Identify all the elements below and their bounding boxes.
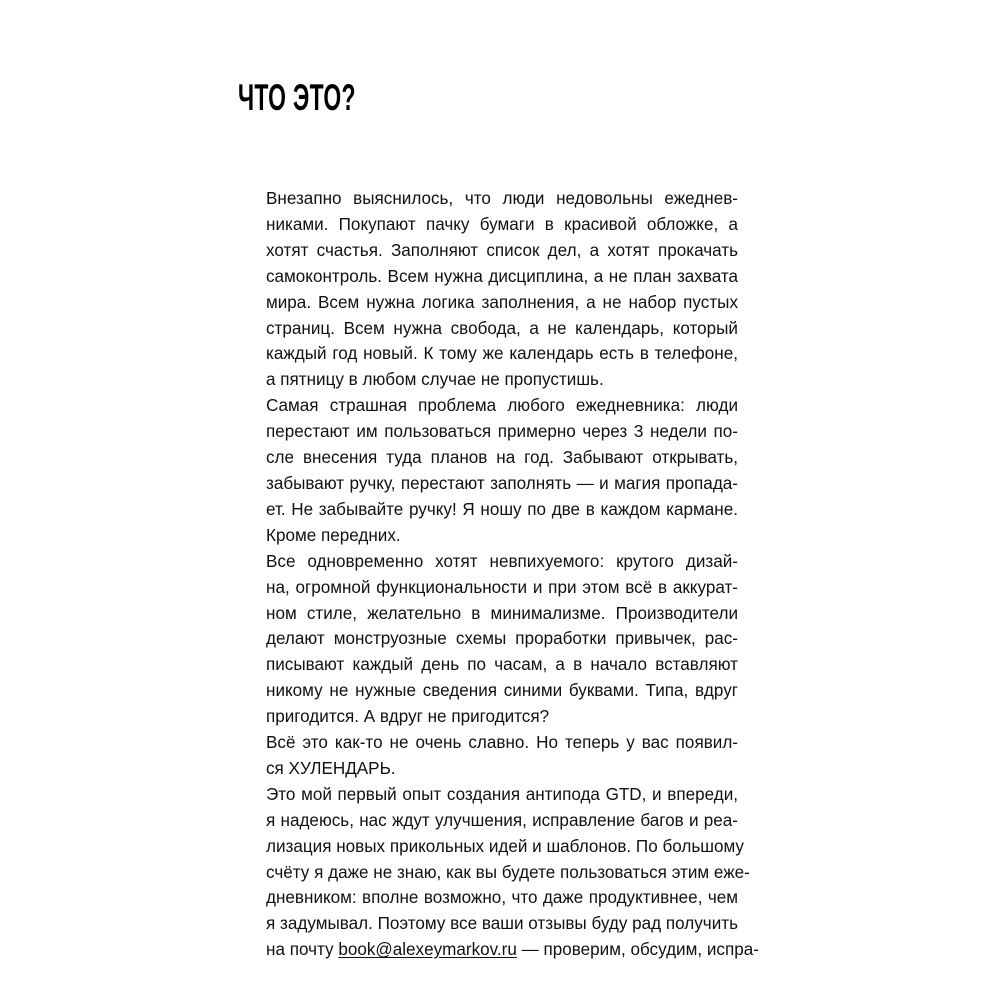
text-line: делают монструозные схемы проработки привычек, рас- [266, 629, 738, 649]
paragraph-4 [238, 730, 738, 782]
text-line: забывают ручку, перестают заполнять — и магия пропада- [266, 473, 738, 493]
paragraph-3 [238, 549, 738, 730]
text-line: Самая страшная проблема любого ежедневника: люди [266, 396, 738, 416]
text-line: на, огромной функциональности и при этом всё в аккурат- [266, 577, 738, 597]
text-line: пригодится. А вдруг не пригодится? [266, 707, 550, 727]
text-line: ся ХУЛЕНДАРЬ. [266, 758, 396, 778]
text-line: ном стиле, желательно в минимализме. Производители [266, 603, 738, 623]
paragraph-1 [238, 186, 738, 393]
text-line: мира. Всем нужна логика заполнения, а не набор пустых [266, 292, 738, 312]
email-link[interactable]: book@alexeymarkov.ru [338, 940, 517, 960]
text-line: Внезапно выяснилось, что люди недовольны ежеднев- [266, 189, 738, 208]
text-line: Кроме передних. [266, 525, 401, 545]
text-line: дневником: вполне возможно, что даже продуктивнее, чем [266, 888, 738, 908]
text-line: перестают им пользоваться примерно через 3 недели по- [266, 422, 738, 442]
text-line: никому не нужные сведения синими буквами. Типа, вдруг [266, 681, 738, 701]
text-line: Всё это как-то не очень славно. Но теперь у вас появил- [266, 733, 738, 753]
text-line: ет. Не забывайте ручку! Я ношу по две в каждом кармане. [266, 499, 738, 519]
text-line: я задумывал. Поэтому все ваши отзывы буду рад получить [266, 914, 738, 934]
page-title: ЧТО ЭТО? [238, 77, 356, 118]
text-line: Это мой первый опыт создания антипода GTD, и впереди, [266, 784, 738, 804]
text-line: я надеюсь, нас ждут улучшения, исправление багов и реа- [266, 810, 738, 830]
paragraph-2 [238, 393, 738, 548]
text-line: страниц. Всем нужна свобода, а не календарь, который [266, 318, 738, 338]
body-text-column [238, 186, 759, 963]
final-line-prefix: на почту [266, 940, 339, 960]
text-line: никами. Покупают пачку бумаги в красивой обложке, а [266, 214, 738, 234]
text-line: лизация новых прикольных идей и шаблонов. По большому [266, 836, 744, 856]
final-text-line [238, 937, 759, 963]
paragraph-5 [238, 782, 759, 963]
text-line: счёту я даже не знаю, как вы будете пользоваться этим еже- [266, 862, 750, 882]
text-line: хотят счастья. Заполняют список дел, а хотят прокачать [266, 240, 738, 260]
text-line: Все одновременно хотят невпихуемого: крутого дизай- [266, 551, 738, 571]
text-line: самоконтроль. Всем нужна дисциплина, а не план захвата [266, 266, 738, 286]
text-line: а пятницу в любом случае не пропустишь. [266, 370, 604, 390]
text-line: писывают каждый день по часам, а в начало вставляют [266, 655, 738, 675]
text-line: каждый год новый. К тому же календарь есть в телефоне, [266, 344, 738, 364]
final-line-suffix: — проверим, обсудим, испра- [516, 940, 759, 960]
text-line: сле внесения туда планов на год. Забывают открывать, [266, 448, 738, 468]
